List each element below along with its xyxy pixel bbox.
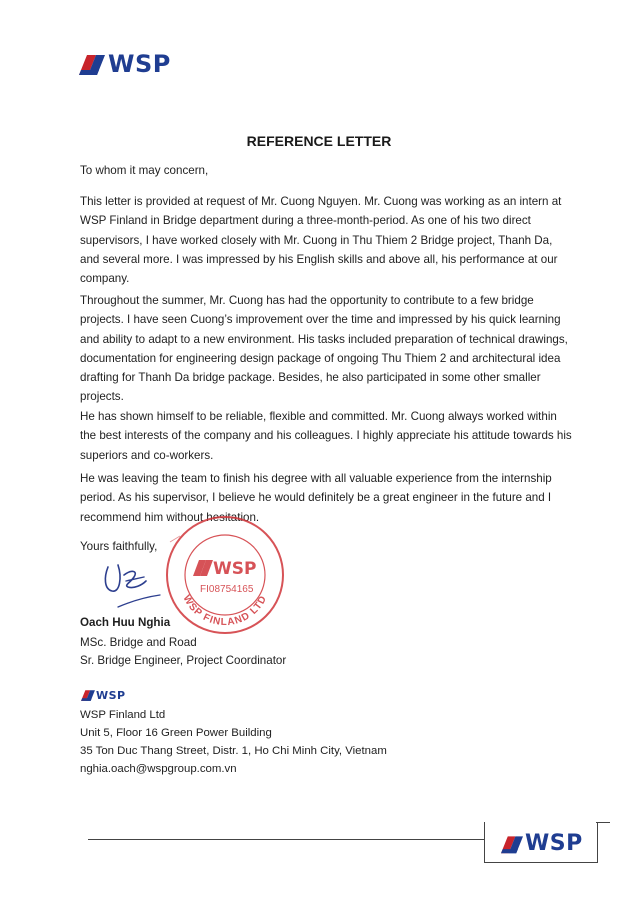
stamp-arc-text: WSP FINLAND LTD bbox=[180, 593, 270, 629]
body-paragraph: This letter is provided at request of Mr. Cuong Nguyen. Mr. Cuong was working as an intern at WSP Finland in Bridge department during a three-month-period. As one of his two direct supervisors, I have worked closely with Mr. Cuong in Thu Thiem 2 Bridge project, Thanh Da, and several more. I was impressed by his English skills and above all, his performance at our company. bbox=[80, 195, 562, 286]
letter-title: REFERENCE LETTER bbox=[246, 133, 392, 149]
footer-unit: Unit 5, Floor 16 Green Power Building bbox=[80, 727, 272, 739]
wsp-logo-footer bbox=[80, 688, 126, 702]
signatory-degree: MSc. Bridge and Road bbox=[80, 636, 197, 649]
body-paragraph: He has shown himself to be reliable, flexible and committed. Mr. Cuong always worked within the best interests of the company and his colleagues. I highly appreciate his attitude towards his superiors and co-workers. bbox=[80, 410, 572, 462]
stamp-logo-mark-icon bbox=[193, 560, 213, 576]
stamp-code: FI08754165 bbox=[200, 584, 254, 595]
wsp-logo-mark-icon bbox=[80, 688, 96, 702]
footer-divider-tail bbox=[596, 822, 610, 823]
footer-street: 35 Ton Duc Thang Street, Distr. 1, Ho Chi Minh City, Vietnam bbox=[80, 745, 387, 757]
greeting: To whom it may concern, bbox=[80, 164, 209, 177]
footer-email[interactable]: nghia.oach@wspgroup.com.vn bbox=[80, 763, 237, 775]
wsp-logo-mark-icon bbox=[77, 51, 107, 77]
signatory-name: Oach Huu Nghia bbox=[80, 616, 171, 629]
footer-company: WSP Finland Ltd bbox=[80, 709, 166, 721]
signatory-position: Sr. Bridge Engineer, Project Coordinator bbox=[80, 654, 287, 667]
footer-divider bbox=[88, 839, 484, 840]
wsp-logo-text: WSP bbox=[108, 50, 171, 78]
wsp-logo-header bbox=[77, 50, 171, 78]
wsp-logo-text: WSP bbox=[525, 831, 583, 856]
handwritten-signature bbox=[98, 555, 168, 613]
stamp-brand: WSP bbox=[213, 559, 257, 579]
wsp-logo-mark-icon bbox=[499, 833, 525, 855]
body-paragraph: He was leaving the team to finish his degree with all valuable experience from the internship period. As his supervisor, I believe he would definitely be a great engineer in the future and I recommend him without hesitation. bbox=[80, 472, 552, 524]
company-stamp bbox=[160, 510, 290, 640]
wsp-logo-bottom bbox=[499, 831, 583, 856]
closing: Yours faithfully, bbox=[80, 540, 158, 553]
wsp-logo-text: WSP bbox=[96, 688, 126, 702]
body-paragraph: Throughout the summer, Mr. Cuong has had the opportunity to contribute to a few bridge projects. I have seen Cuong’s improvement over the time and impressed by his quick learning and ability to adapt to a new environment. His tasks included preparation of technical drawings, documentation for engineering design package of ongoing Thu Thiem 2 and architectural idea drafting for Thanh Da bridge package. Besides, he also participated in some other smaller projects. bbox=[80, 294, 568, 404]
